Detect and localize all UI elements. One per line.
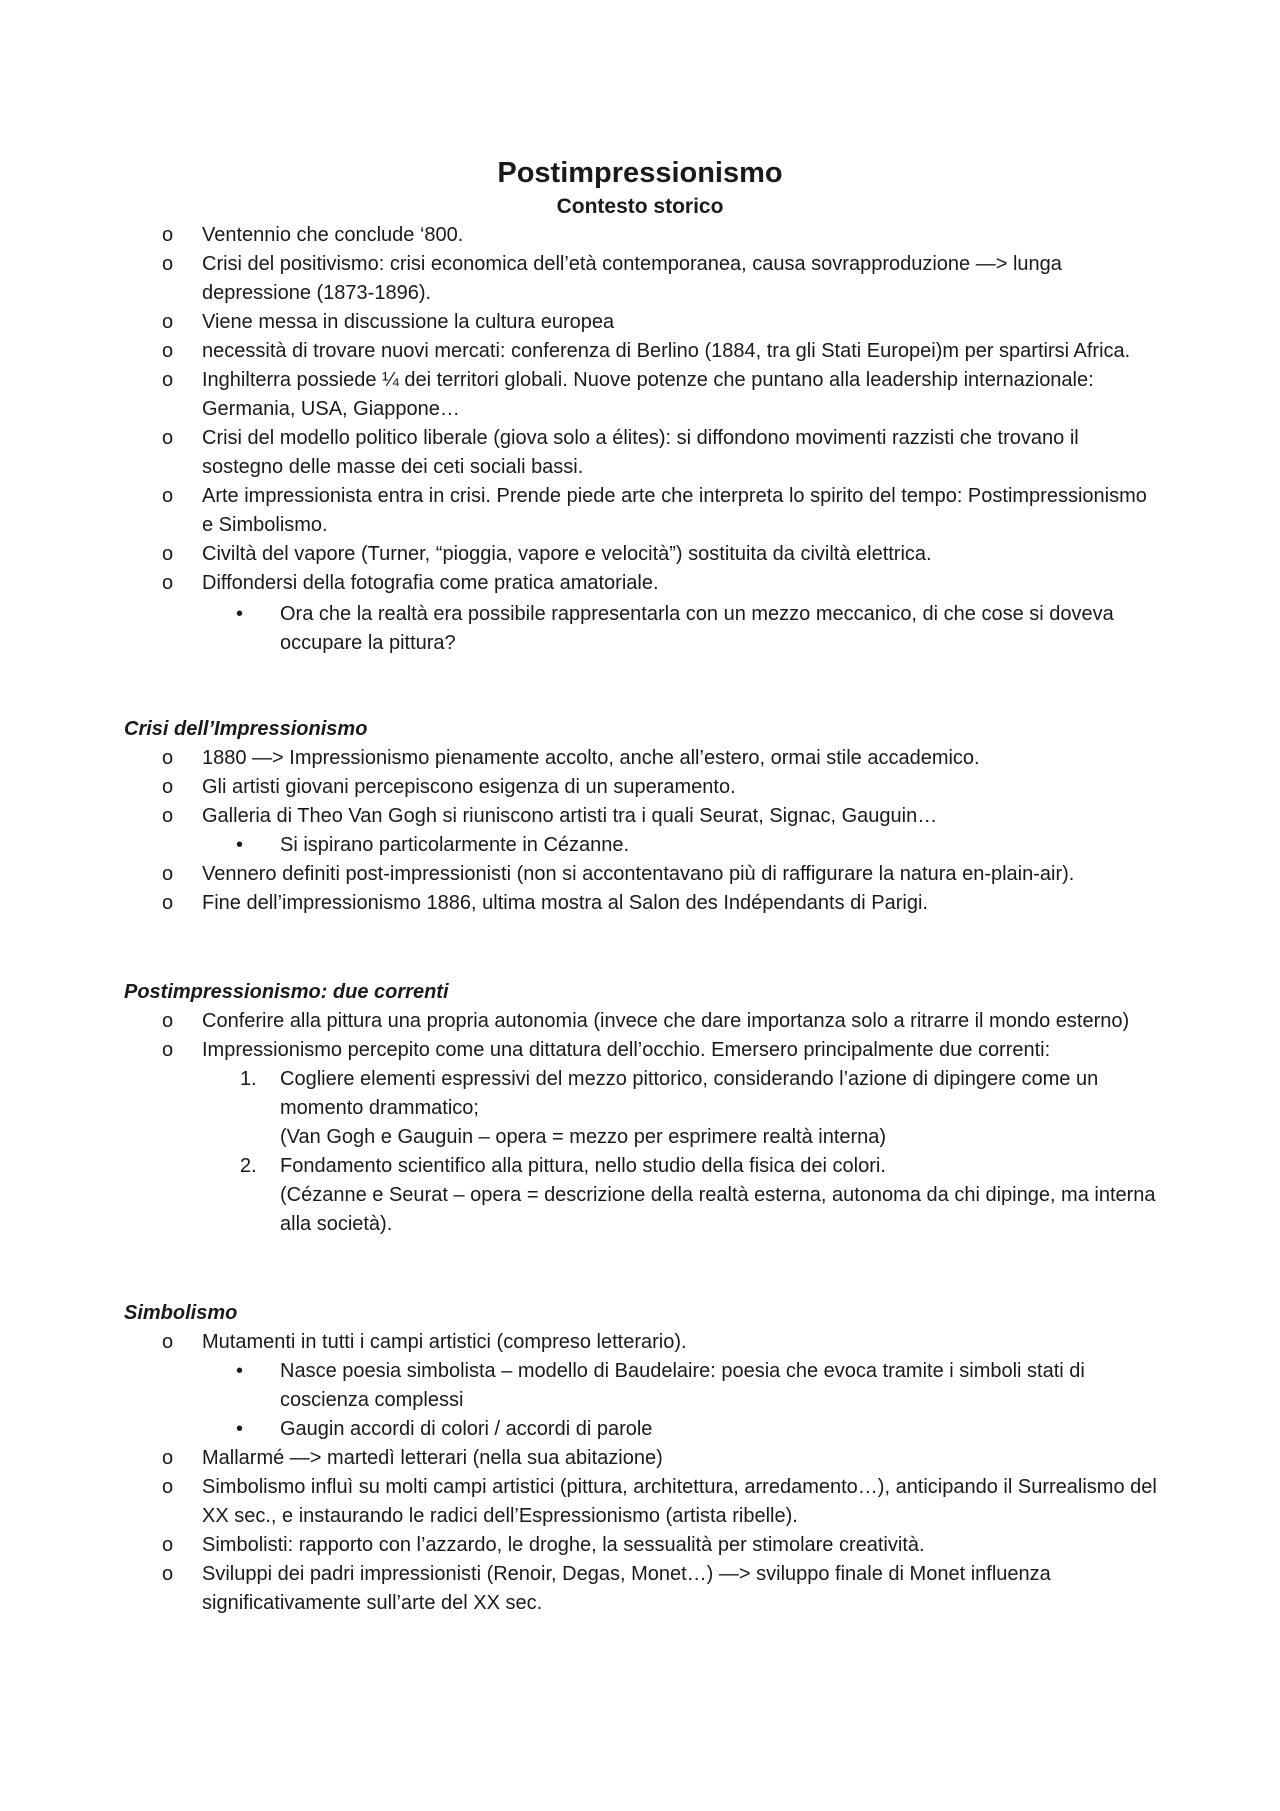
- contesto-list: [0, 221, 1280, 658]
- numbered-item-note: (Cézanne e Seurat – opera = descrizione della realtà esterna, autonoma da chi dipinge, ma interna alla società).: [280, 1184, 1156, 1235]
- simbolismo-list: [0, 1328, 1280, 1618]
- bullet-icon: •: [236, 1418, 244, 1440]
- numbered-item: 2. Fondamento scientifico alla pittura, nello studio della fisica dei colori.: [0, 1152, 1162, 1181]
- section-heading-crisi: Crisi dell’Impressionismo: [124, 718, 368, 740]
- number-marker: 2.: [240, 1155, 257, 1177]
- list-item: o Gli artisti giovani percepiscono esigenza di un superamento.: [0, 773, 1162, 802]
- circle-bullet-icon: o: [162, 892, 174, 914]
- bullet-icon: •: [236, 603, 244, 625]
- sub-list-item: • Nasce poesia simbolista – modello di Baudelaire: poesia che evoca tramite i simboli stati di coscienza complessi: [0, 1357, 1162, 1415]
- circle-bullet-icon: o: [162, 485, 174, 507]
- list-item: o 1880 —> Impressionismo pienamente accolto, anche all’estero, ormai stile accademico.: [0, 744, 1162, 773]
- list-item: o Vennero definiti post-impressionisti (non si accontentavano più di raffigurare la natura en-plain-air).: [0, 860, 1162, 889]
- circle-bullet-icon: o: [162, 253, 174, 275]
- circle-bullet-icon: o: [162, 1534, 174, 1556]
- sub-list-item: • Si ispirano particolarmente in Cézanne.: [0, 831, 1162, 860]
- correnti-list: [0, 1007, 1280, 1239]
- circle-bullet-icon: o: [162, 340, 174, 362]
- list-item: o Conferire alla pittura una propria autonomia (invece che dare importanza solo a ritrarre il mondo esterno): [0, 1007, 1162, 1036]
- numbered-item-note: (Van Gogh e Gauguin – opera = mezzo per esprimere realtà interna): [280, 1126, 887, 1148]
- list-item: o necessità di trovare nuovi mercati: conferenza di Berlino (1884, tra gli Stati Europei)m per spartirsi Africa.: [0, 337, 1162, 366]
- circle-bullet-icon: o: [162, 369, 174, 391]
- circle-bullet-icon: o: [162, 224, 174, 246]
- number-marker: 1.: [240, 1068, 257, 1090]
- page-title: Postimpressionismo: [497, 157, 783, 189]
- list-item: o Galleria di Theo Van Gogh si riuniscono artisti tra i quali Seurat, Signac, Gauguin…: [0, 802, 1162, 831]
- circle-bullet-icon: o: [162, 572, 174, 594]
- section-subtitle: Contesto storico: [556, 195, 724, 218]
- circle-bullet-icon: o: [162, 776, 174, 798]
- list-item: o Civiltà del vapore (Turner, “pioggia, vapore e velocità”) sostituita da civiltà elettrica.: [0, 540, 1162, 569]
- list-item: o Crisi del positivismo: crisi economica dell’età contemporanea, causa sovrapproduzione —> lunga depressione (1873-1896).: [0, 250, 1162, 308]
- circle-bullet-icon: o: [162, 1331, 174, 1353]
- list-item: o Impressionismo percepito come una dittatura dell’occhio. Emersero principalmente due correnti:: [0, 1036, 1162, 1065]
- numbered-item: 1. Cogliere elementi espressivi del mezzo pittorico, considerando l’azione di dipingere come un momento drammatico;: [0, 1065, 1162, 1123]
- list-item: o Mallarmé —> martedì letterari (nella sua abitazione): [0, 1444, 1162, 1473]
- section-heading-correnti: Postimpressionismo: due correnti: [124, 981, 449, 1003]
- circle-bullet-icon: o: [162, 1447, 174, 1469]
- crisi-list: [0, 744, 1280, 918]
- list-item: o Crisi del modello politico liberale (giova solo a élites): si diffondono movimenti razzisti che trovano il sostegno delle masse dei ceti sociali bassi.: [0, 424, 1162, 482]
- circle-bullet-icon: o: [162, 427, 174, 449]
- list-item: o Fine dell’impressionismo 1886, ultima mostra al Salon des Indépendants di Parigi.: [0, 889, 1162, 918]
- sub-list-item: • Ora che la realtà era possibile rappresentarla con un mezzo meccanico, di che cose si doveva occupare la pittura?: [0, 600, 1162, 658]
- section-heading-simbolismo: Simbolismo: [124, 1302, 238, 1324]
- bullet-icon: •: [236, 834, 244, 856]
- circle-bullet-icon: o: [162, 311, 174, 333]
- list-item: o Diffondersi della fotografia come pratica amatoriale.: [0, 569, 1162, 598]
- list-item: o Inghilterra possiede ¼ dei territori globali. Nuove potenze che puntano alla leadership internazionale: Germania, USA, Giappone…: [0, 366, 1162, 424]
- list-item: o Simbolisti: rapporto con l’azzardo, le droghe, la sessualità per stimolare creatività.: [0, 1531, 1162, 1560]
- circle-bullet-icon: o: [162, 1010, 174, 1032]
- circle-bullet-icon: o: [162, 1039, 174, 1061]
- circle-bullet-icon: o: [162, 863, 174, 885]
- circle-bullet-icon: o: [162, 1563, 174, 1585]
- circle-bullet-icon: o: [162, 805, 174, 827]
- list-item: o Mutamenti in tutti i campi artistici (compreso letterario).: [0, 1328, 1162, 1357]
- sub-list-item: • Gaugin accordi di colori / accordi di parole: [0, 1415, 1162, 1444]
- list-item: o Sviluppi dei padri impressionisti (Renoir, Degas, Monet…) —> sviluppo finale di Monet influenza significativamente sull’arte del XX sec.: [0, 1560, 1162, 1618]
- list-item: o Simbolismo influì su molti campi artistici (pittura, architettura, arredamento…), anticipando il Surrealismo del XX sec., e instaurando le radici dell’Espressionismo (artista ribelle).: [0, 1473, 1162, 1531]
- list-item: o Viene messa in discussione la cultura europea: [0, 308, 1162, 337]
- list-item: o Ventennio che conclude ‘800.: [0, 221, 1162, 250]
- circle-bullet-icon: o: [162, 543, 174, 565]
- circle-bullet-icon: o: [162, 747, 174, 769]
- bullet-icon: •: [236, 1360, 244, 1382]
- list-item: o Arte impressionista entra in crisi. Prende piede arte che interpreta lo spirito del tempo: Postimpressionismo e Simbolismo.: [0, 482, 1162, 540]
- circle-bullet-icon: o: [162, 1476, 174, 1498]
